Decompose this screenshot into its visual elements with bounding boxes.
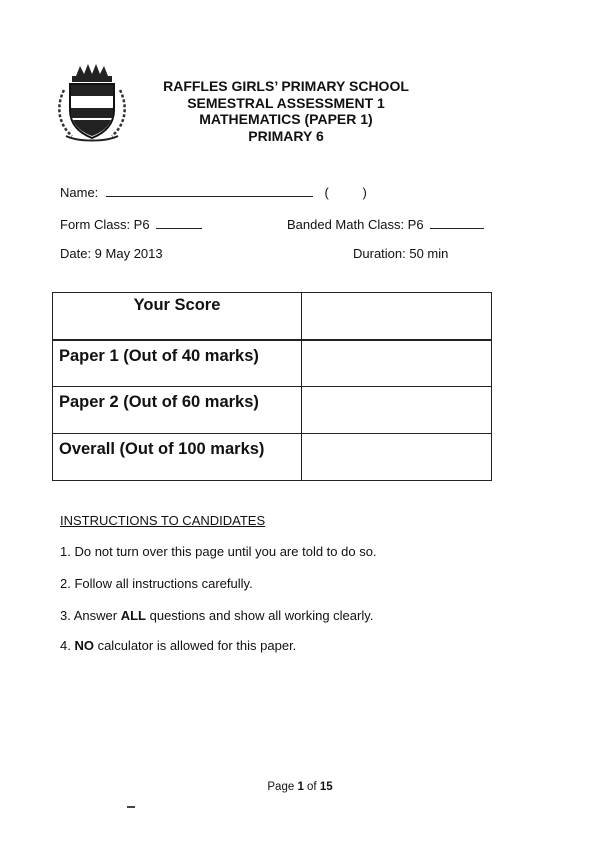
table-row xyxy=(53,434,492,481)
instruction-text: Do not turn over this page until you are told to do so. xyxy=(74,544,377,559)
table-row xyxy=(53,387,492,434)
name-blank[interactable] xyxy=(106,184,313,197)
instruction-emphasis: NO xyxy=(74,638,94,653)
instruction-number: 3. xyxy=(60,608,71,623)
form-class-label: Form Class: P6 xyxy=(60,217,150,232)
instruction-text-rest: calculator is allowed for this paper. xyxy=(93,638,297,653)
instruction-item xyxy=(60,638,296,653)
overall-label: Overall (Out of 100 marks) xyxy=(53,434,302,481)
instruction-number: 2. xyxy=(60,576,71,591)
index-open-paren: ( xyxy=(324,185,329,200)
banded-class-label: Banded Math Class: P6 xyxy=(287,217,424,232)
scan-mark xyxy=(127,806,135,808)
score-table-header-row xyxy=(53,293,492,340)
name-field xyxy=(60,184,367,200)
assessment-title: SEMESTRAL ASSESSMENT 1 xyxy=(187,94,385,111)
level-title: PRIMARY 6 xyxy=(248,127,324,144)
index-close-paren: ) xyxy=(362,185,367,200)
form-class-field xyxy=(60,216,202,232)
instruction-number: 4. xyxy=(60,638,71,653)
instruction-emphasis: ALL xyxy=(120,608,146,623)
date-label: Date: 9 May 2013 xyxy=(60,246,163,261)
name-label: Name: xyxy=(60,185,99,200)
instructions-title: INSTRUCTIONS TO CANDIDATES xyxy=(60,513,266,528)
instruction-text: Follow all instructions carefully. xyxy=(74,576,253,591)
banded-class-field xyxy=(287,216,484,232)
score-cell-total-header[interactable] xyxy=(302,293,492,340)
instruction-item xyxy=(60,576,253,591)
page-total: 15 xyxy=(319,781,333,793)
subject-title: MATHEMATICS (PAPER 1) xyxy=(199,111,373,127)
form-class-blank[interactable] xyxy=(156,216,202,229)
paper2-label: Paper 2 (Out of 60 marks) xyxy=(53,387,302,434)
page-prefix: Page xyxy=(267,781,298,793)
page-number xyxy=(0,781,600,793)
instruction-number: 1. xyxy=(60,544,71,559)
table-row xyxy=(53,340,492,387)
paper1-score-cell[interactable] xyxy=(302,340,492,387)
paper2-score-cell[interactable] xyxy=(302,387,492,434)
overall-score-cell[interactable] xyxy=(302,434,492,481)
score-table xyxy=(52,292,492,481)
page-current: 1 xyxy=(297,781,304,793)
instruction-text-rest: questions and show all working clearly. xyxy=(146,608,374,623)
duration-label: Duration: 50 min xyxy=(353,246,449,261)
score-table-title: Your Score xyxy=(53,293,302,340)
school-crest-logo xyxy=(54,62,130,144)
banded-class-blank[interactable] xyxy=(430,216,484,229)
school-name: RAFFLES GIRLS’ PRIMARY SCHOOL xyxy=(163,78,409,94)
page-of: of xyxy=(303,781,320,793)
instruction-item xyxy=(60,544,377,559)
instruction-item xyxy=(60,608,373,623)
paper1-label: Paper 1 (Out of 40 marks) xyxy=(53,340,302,387)
instruction-text: Answer xyxy=(73,608,121,623)
exam-header xyxy=(140,78,432,144)
